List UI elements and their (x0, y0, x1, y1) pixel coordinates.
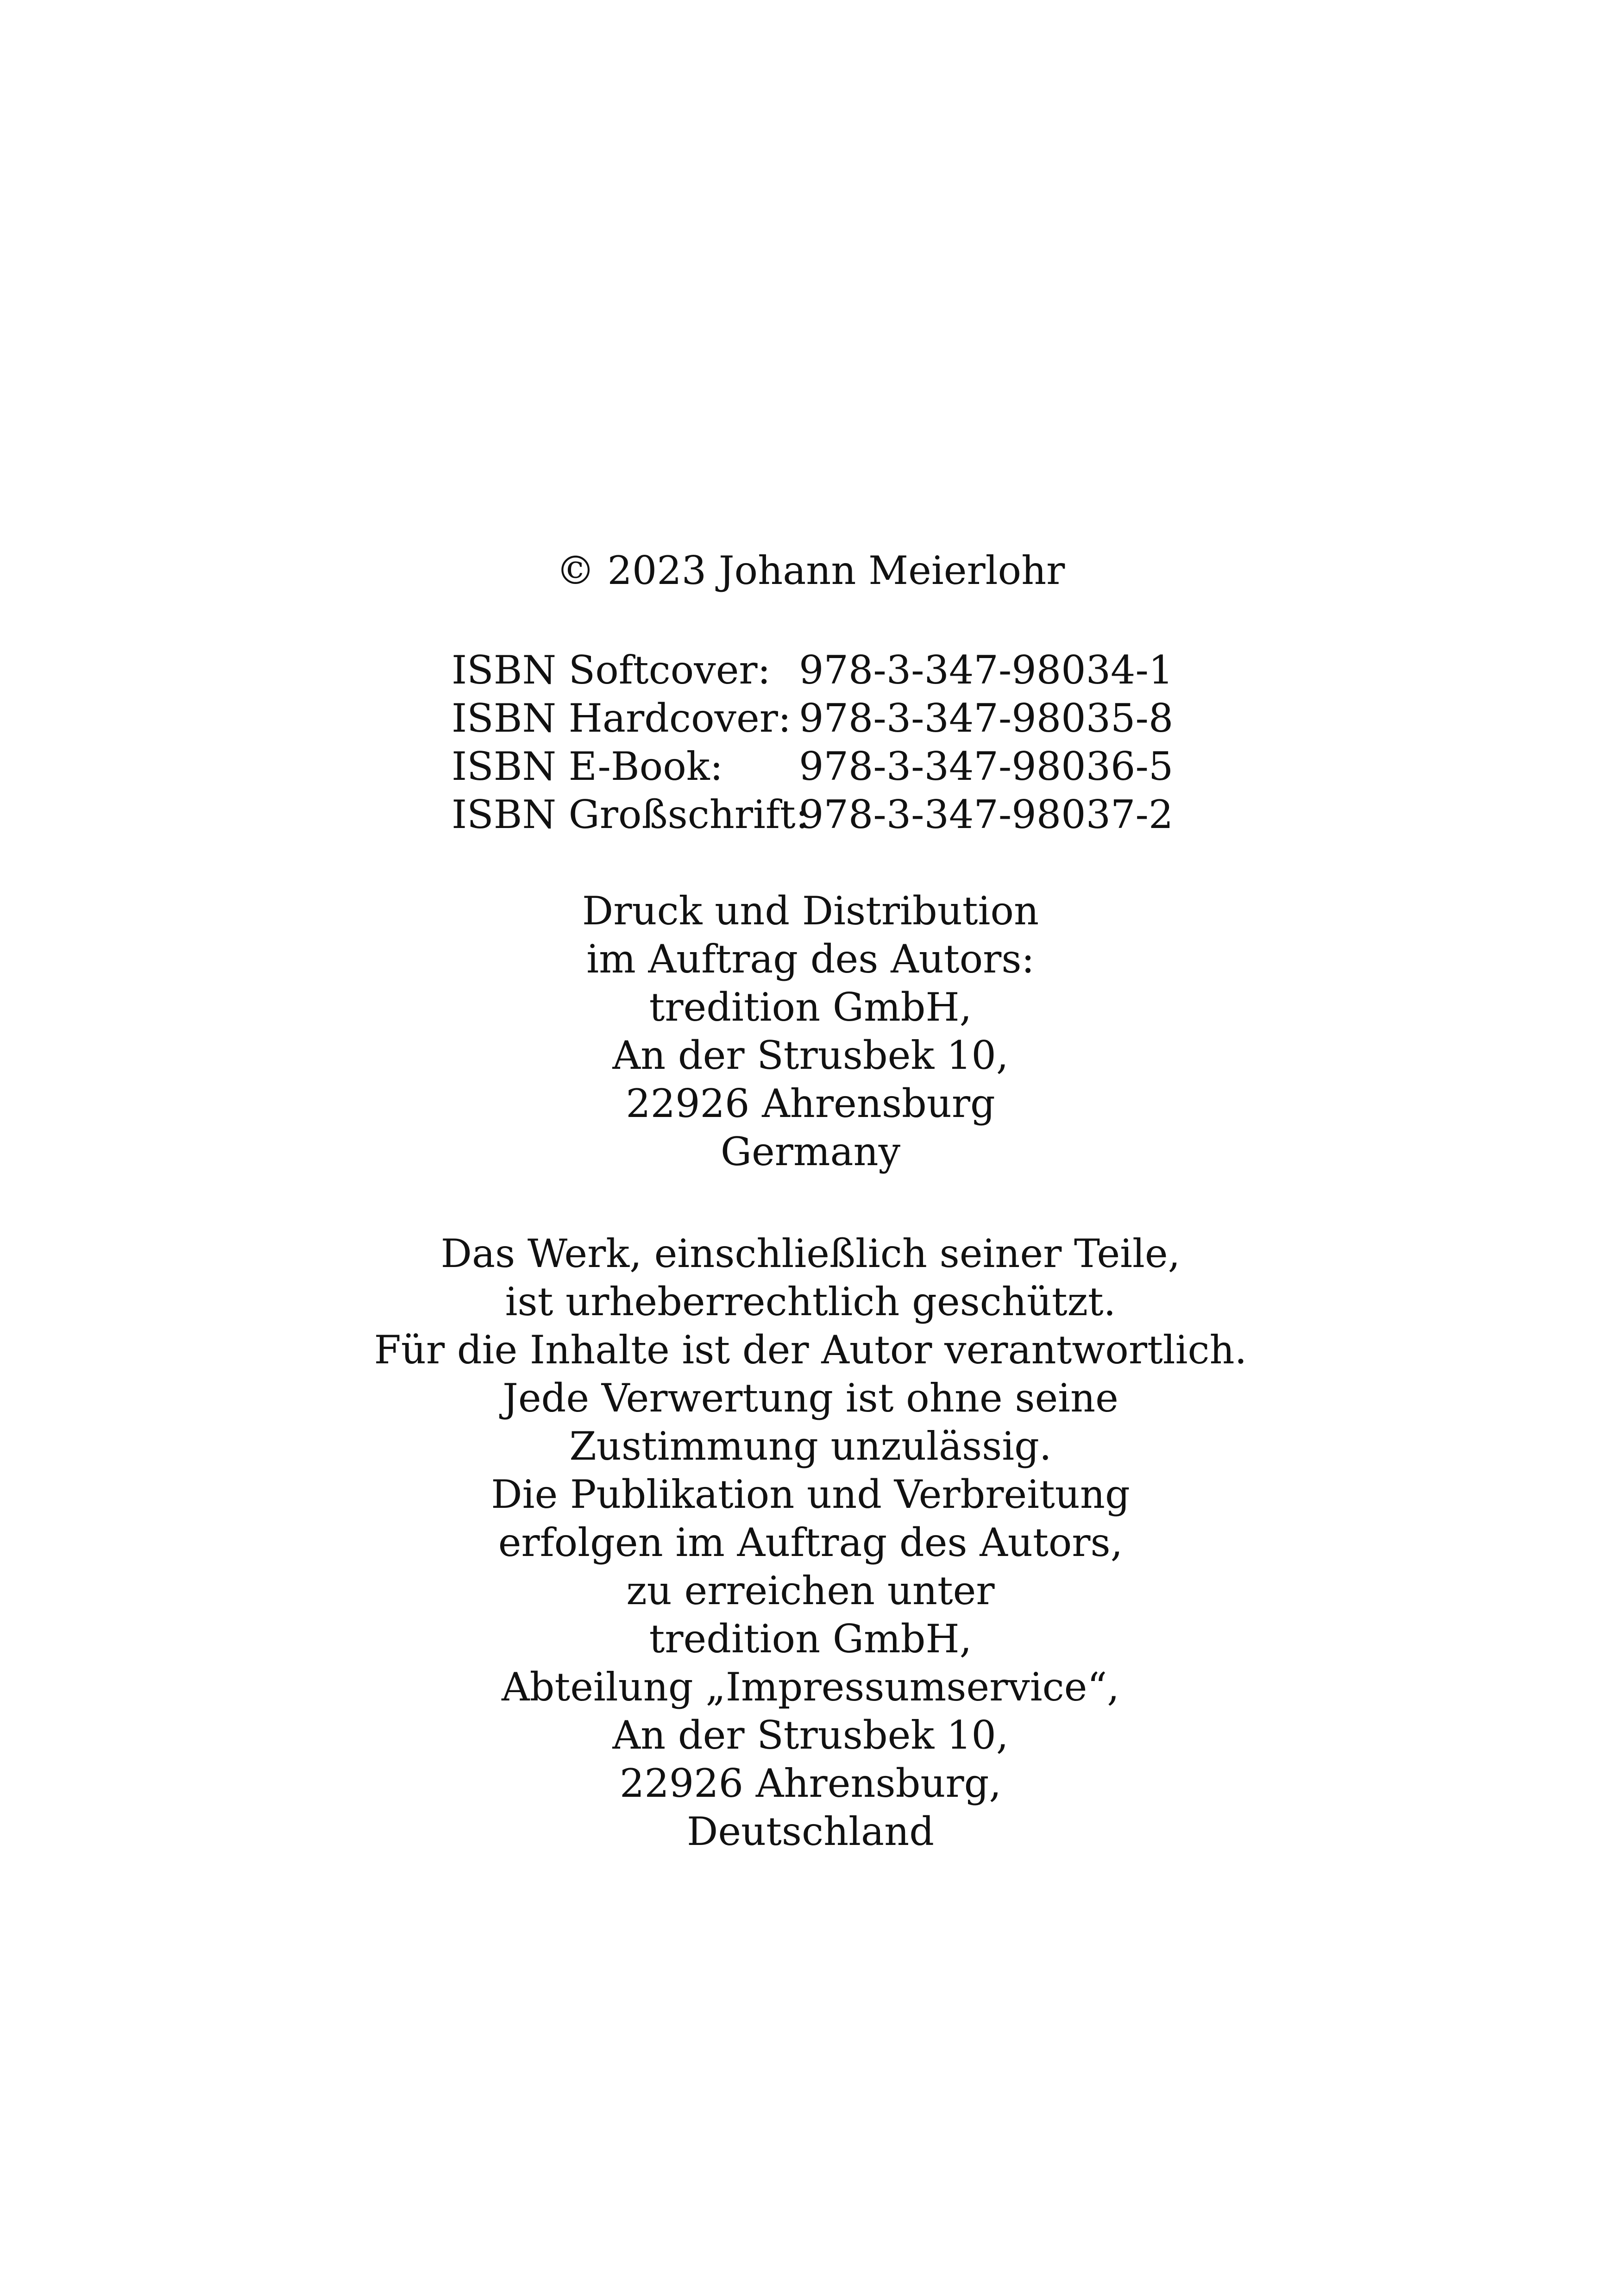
isbn-value: 978-3-347-98035-8 (799, 696, 1174, 741)
publisher-city: 22926 Ahrensburg (626, 1081, 995, 1126)
legal-line: ist urheberrechtlich geschützt. (505, 1279, 1116, 1324)
copyright-section (0, 546, 1621, 595)
legal-line: Zustimmung unzulässig. (569, 1424, 1052, 1469)
legal-line: zu erreichen unter (626, 1568, 995, 1613)
isbn-row-ebook (0, 742, 1621, 790)
isbn-row-large-print (0, 790, 1621, 839)
legal-department: Abteilung „Impressumservice“, (502, 1664, 1119, 1710)
legal-line: Die Publikation und Verbreitung (491, 1472, 1130, 1517)
isbn-value: 978-3-347-98036-5 (799, 744, 1174, 789)
isbn-row-hardcover (0, 694, 1621, 742)
print-distribution-section (0, 887, 1621, 1176)
isbn-section (0, 646, 1621, 839)
legal-line: Für die Inhalte ist der Autor verantwortlich. (374, 1327, 1247, 1373)
copyright-line: © 2023 Johann Meierlohr (556, 548, 1065, 593)
publisher-street: An der Strusbek 10, (612, 1033, 1009, 1078)
legal-publisher-name: tredition GmbH, (649, 1616, 972, 1662)
isbn-label: ISBN Softcover: (452, 647, 771, 693)
isbn-value: 978-3-347-98037-2 (799, 792, 1174, 837)
legal-line: erfolgen im Auftrag des Autors, (498, 1520, 1123, 1565)
legal-city: 22926 Ahrensburg, (619, 1761, 1002, 1806)
isbn-label: ISBN Großschrift: (452, 792, 809, 837)
legal-line: Das Werk, einschließlich seiner Teile, (440, 1231, 1181, 1276)
legal-line: Jede Verwertung ist ohne seine (503, 1375, 1118, 1421)
isbn-value: 978-3-347-98034-1 (799, 647, 1174, 693)
publisher-country: Germany (720, 1129, 901, 1174)
print-line: Druck und Distribution (582, 888, 1039, 934)
isbn-label: ISBN Hardcover: (452, 696, 792, 741)
print-line: im Auftrag des Autors: (586, 936, 1035, 982)
legal-country: Deutschland (687, 1809, 934, 1854)
isbn-row-softcover (0, 646, 1621, 694)
legal-street: An der Strusbek 10, (612, 1713, 1009, 1758)
publisher-name: tredition GmbH, (649, 985, 972, 1030)
isbn-label: ISBN E-Book: (452, 744, 723, 789)
legal-notice-section (0, 1230, 1621, 1856)
